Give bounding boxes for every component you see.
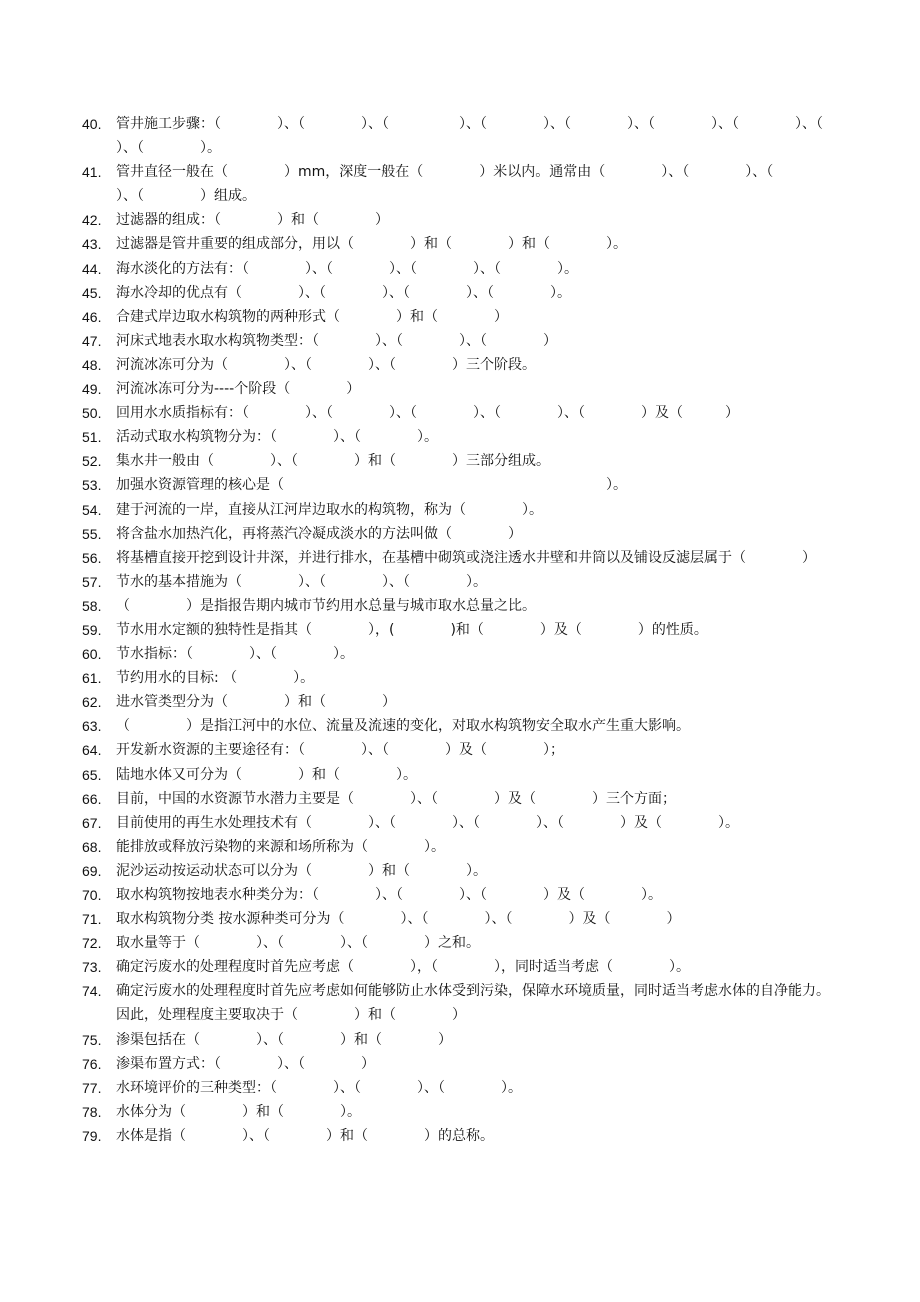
question-text: 能排放或释放污染物的来源和场所称为（ ）。: [116, 838, 445, 855]
question-number: 62.: [82, 694, 102, 711]
question-text: 过滤器是管井重要的组成部分，用以（ ）和（ ）和（ ）。: [116, 236, 627, 253]
question-item: [82, 1028, 838, 1052]
question-number: 79.: [82, 1127, 102, 1144]
question-text: 海水淡化的方法有：（ ）、（ ）、（ ）、（ ）。: [116, 260, 578, 277]
question-text: 回用水水质指标有：（ ）、（ ）、（ ）、（ ）、（ ）及（ ）: [116, 405, 739, 422]
question-item: [82, 811, 838, 835]
question-item: [82, 377, 838, 401]
question-number: 56.: [82, 549, 102, 566]
question-text: 开发新水资源的主要途径有：（ ）、（ ）及（ ）；: [116, 742, 564, 759]
question-item: [82, 1052, 838, 1076]
question-text: 进水管类型分为（ ）和（ ）: [116, 694, 396, 711]
question-text: 取水量等于（ ）、（ ）、（ ）之和。: [116, 935, 480, 952]
question-item: [82, 425, 838, 449]
question-item: [82, 257, 838, 281]
question-number: 70.: [82, 887, 102, 903]
question-item: [82, 1124, 838, 1148]
question-text: 海水冷却的优点有（ ）、（ ）、（ ）、（ ）。: [116, 284, 571, 301]
question-item: [82, 232, 838, 256]
question-number: 50.: [82, 405, 102, 422]
question-text: 确定污废水的处理程度时首先应考虑（ ），（ ），同时适当考虑（ ）。: [116, 959, 690, 976]
question-item: [82, 666, 838, 690]
question-item: [82, 546, 838, 570]
question-item: [82, 738, 838, 762]
question-number: 48.: [82, 356, 102, 373]
question-text: 取水构筑物按地表水种类分为：（ ）、（ ）、（ ）及（ ）。: [116, 887, 662, 903]
question-number: 63.: [82, 718, 102, 735]
question-text: 河流冰冻可分为（ ）、（ ）、（ ）三个阶段。: [116, 356, 536, 373]
question-number: 77.: [82, 1079, 102, 1096]
question-item: [82, 208, 838, 232]
question-number: 73.: [82, 959, 102, 976]
question-number: 47.: [82, 332, 102, 349]
question-number: 66.: [82, 790, 102, 807]
question-number: 64.: [82, 742, 102, 759]
question-item: [82, 883, 838, 907]
question-item: [82, 570, 838, 594]
question-text: 活动式取水构筑物分为：（ ）、（ ）。: [116, 429, 438, 446]
question-text: 管井施工步骤：（ ）、（ ）、（ ）、（ ）、（ ）、（ ）、（ ）、（ ）、（ ）。: [116, 116, 879, 157]
question-item: [82, 835, 838, 859]
question-number: 69.: [82, 862, 102, 879]
question-text: 渗渠布置方式：（ ）、（ ）: [116, 1055, 375, 1072]
question-item: [82, 907, 838, 931]
question-number: 74.: [82, 983, 102, 1000]
question-number: 59.: [82, 621, 102, 638]
question-text: 节水用水定额的独特性是指其（ ），( )和（ ）及（ ）的性质。: [116, 621, 708, 638]
question-item: [82, 329, 838, 353]
question-number: 43.: [82, 236, 102, 253]
question-text: 确定污废水的处理程度时首先应考虑如何能够防止水体受到污染，保障水环境质量，同时适当考虑水体的自净能力。因此，处理程度主要取决于（ ）和（ ）: [116, 983, 830, 1024]
question-number: 76.: [82, 1055, 102, 1072]
question-text: 将含盐水加热汽化，再将蒸汽冷凝成淡水的方法叫做（ ）: [116, 525, 522, 542]
question-item: [82, 160, 838, 208]
question-number: 67.: [82, 814, 102, 831]
question-item: [82, 618, 838, 642]
question-text: 加强水资源管理的核心是（ ）。: [116, 477, 627, 494]
question-text: 取水构筑物分类 按水源种类可分为（ ）、（ ）、（ ）及（ ）: [116, 911, 681, 928]
question-item: [82, 642, 838, 666]
question-item: [82, 353, 838, 377]
question-item: [82, 112, 879, 160]
question-item: [82, 1076, 838, 1100]
question-text: 管井直径一般在（ ）mm，深度一般在（ ）米以内。通常由（ ）、（ ）、（ ）、（ ）组成。: [116, 164, 830, 205]
question-text: 过滤器的组成：（ ）和（ ）: [116, 212, 389, 229]
question-item: [82, 931, 838, 955]
question-item: [82, 979, 838, 1027]
question-text: 目前使用的再生水处理技术有（ ）、（ ）、（ ）、（ ）及（ ）。: [116, 814, 739, 831]
question-number: 46.: [82, 308, 102, 325]
question-text: 将基槽直接开挖到设计井深，并进行排水，在基槽中砌筑或浇注透水井壁和井筒以及铺设反滤层属于（ ）: [116, 549, 816, 566]
question-number: 40.: [82, 116, 102, 132]
question-item: [82, 690, 838, 714]
question-item: [82, 449, 838, 473]
question-number: 57.: [82, 573, 102, 590]
question-text: 节水指标：（ ）、（ ）。: [116, 646, 354, 663]
question-text: 渗渠包括在（ ）、（ ）和（ ）: [116, 1031, 452, 1048]
question-text: 水体是指（ ）、（ ）和（ ）的总称。: [116, 1127, 494, 1144]
question-item: [82, 594, 838, 618]
question-number: 78.: [82, 1103, 102, 1120]
question-number: 68.: [82, 838, 102, 855]
question-number: 58.: [82, 597, 102, 614]
question-item: [82, 1100, 838, 1124]
question-item: [82, 955, 838, 979]
question-number: 61.: [82, 670, 102, 687]
question-text: 河床式地表水取水构筑物类型：（ ）、（ ）、（ ）: [116, 332, 557, 349]
question-number: 60.: [82, 646, 102, 663]
question-number: 55.: [82, 525, 102, 542]
question-item: [82, 787, 838, 811]
question-number: 75.: [82, 1031, 102, 1048]
question-text: （ ）是指报告期内城市节约用水总量与城市取水总量之比。: [116, 597, 536, 614]
question-list: [0, 112, 920, 1148]
question-item: [82, 281, 838, 305]
question-text: （ ）是指江河中的水位、流量及流速的变化，对取水构筑物安全取水产生重大影响。: [116, 718, 690, 735]
question-number: 41.: [82, 164, 102, 181]
question-text: 集水井一般由（ ）、（ ）和（ ）三部分组成。: [116, 453, 550, 470]
question-text: 合建式岸边取水构筑物的两种形式（ ）和（ ）: [116, 308, 508, 325]
question-number: 53.: [82, 477, 102, 494]
question-text: 陆地水体又可分为（ ）和（ ）。: [116, 766, 417, 783]
question-text: 节水的基本措施为（ ）、（ ）、（ ）。: [116, 573, 487, 590]
question-text: 目前，中国的水资源节水潜力主要是（ ）、（ ）及（ ）三个方面；: [116, 790, 676, 807]
question-number: 72.: [82, 935, 102, 952]
question-item: [82, 859, 838, 883]
question-item: [82, 473, 838, 497]
question-item: [82, 305, 838, 329]
question-text: 水体分为（ ）和（ ）。: [116, 1103, 361, 1120]
question-text: 节约用水的目标: （ ）。: [116, 670, 315, 687]
question-number: 45.: [82, 284, 102, 301]
question-number: 65.: [82, 766, 102, 783]
question-number: 52.: [82, 453, 102, 470]
question-item: [82, 763, 838, 787]
question-item: [82, 498, 838, 522]
question-number: 42.: [82, 212, 102, 229]
question-text: 建于河流的一岸，直接从江河岸边取水的构筑物，称为（ ）。: [116, 501, 543, 518]
question-number: 49.: [82, 381, 102, 398]
question-number: 54.: [82, 501, 102, 518]
question-item: [82, 714, 838, 738]
question-text: 水环境评价的三种类型：（ ）、（ ）、（ ）。: [116, 1079, 522, 1096]
question-item: [82, 401, 838, 425]
question-text: 泥沙运动按运动状态可以分为（ ）和（ ）。: [116, 862, 487, 879]
question-number: 51.: [82, 429, 102, 446]
question-text: 河流冰冻可分为----个阶段（ ）: [116, 381, 361, 398]
question-number: 44.: [82, 260, 102, 277]
question-number: 71.: [82, 911, 102, 928]
question-item: [82, 522, 838, 546]
